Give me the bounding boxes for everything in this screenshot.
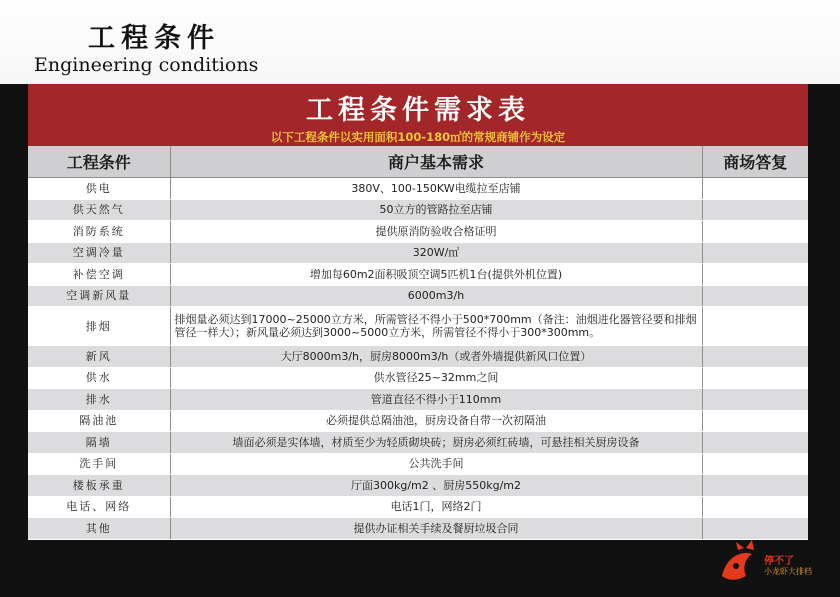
table-row bbox=[28, 221, 808, 243]
table-row bbox=[28, 475, 808, 497]
row-reply-cell bbox=[702, 285, 808, 307]
row-requirement-cell: 供水管径25~32mm之间 bbox=[170, 367, 702, 389]
row-reply-cell bbox=[702, 264, 808, 286]
table-row bbox=[28, 453, 808, 475]
table-row bbox=[28, 410, 808, 432]
row-item-cell: 空调冷量 bbox=[28, 242, 170, 264]
row-requirement-cell: 380V、100-150KW电缆拉至店铺 bbox=[170, 178, 702, 200]
table-row bbox=[28, 178, 808, 200]
row-reply-cell bbox=[702, 242, 808, 264]
page-header bbox=[0, 0, 840, 84]
row-reply-cell bbox=[702, 432, 808, 454]
row-reply-cell bbox=[702, 367, 808, 389]
row-requirement-cell: 公共洗手间 bbox=[170, 453, 702, 475]
brand-logo-subtext: 小龙虾大排档 bbox=[764, 567, 812, 576]
table-row bbox=[28, 346, 808, 368]
row-item-cell: 楼板承重 bbox=[28, 475, 170, 497]
row-item-cell: 消防系统 bbox=[28, 221, 170, 243]
row-requirement-cell: 墙面必须是实体墙，材质至少为轻质砌块砖；厨房必须红砖墙，可悬挂相关厨房设备 bbox=[170, 432, 702, 454]
row-item-cell: 排烟 bbox=[28, 307, 170, 346]
table-subtitle: 以下工程条件以实用面积100-180㎡的常规商铺作为设定 bbox=[270, 130, 566, 144]
row-reply-cell bbox=[702, 475, 808, 497]
page-subtitle-english: Engineering conditions bbox=[34, 54, 259, 76]
row-item-cell: 新风 bbox=[28, 346, 170, 368]
row-reply-cell bbox=[702, 199, 808, 221]
row-requirement-cell: 必须提供总隔油池，厨房设备自带一次初隔油 bbox=[170, 410, 702, 432]
row-requirement-cell: 50立方的管路拉至店铺 bbox=[170, 199, 702, 221]
row-requirement-cell: 6000m3/h bbox=[170, 285, 702, 307]
row-item-cell: 隔油池 bbox=[28, 410, 170, 432]
requirements-table bbox=[28, 146, 808, 540]
table-header-row bbox=[28, 146, 808, 178]
row-requirement-cell: 厅面300kg/m2 、厨房550kg/m2 bbox=[170, 475, 702, 497]
row-item-cell: 空调新风量 bbox=[28, 285, 170, 307]
row-item-cell: 电话、网络 bbox=[28, 496, 170, 518]
table-row bbox=[28, 432, 808, 454]
row-item-cell: 洗手间 bbox=[28, 453, 170, 475]
table-row bbox=[28, 389, 808, 411]
row-reply-cell bbox=[702, 389, 808, 411]
row-requirement-cell: 管道直径不得小于110mm bbox=[170, 389, 702, 411]
row-reply-cell bbox=[702, 410, 808, 432]
row-reply-cell bbox=[702, 453, 808, 475]
page-title: 工程条件 bbox=[88, 23, 220, 54]
row-requirement-cell: 增加每60m2面积吸顶空调5匹机1台(提供外机位置) bbox=[170, 264, 702, 286]
row-reply-cell bbox=[702, 178, 808, 200]
row-reply-cell bbox=[702, 221, 808, 243]
row-item-cell: 供天然气 bbox=[28, 199, 170, 221]
requirements-panel bbox=[28, 84, 808, 534]
row-reply-cell bbox=[702, 496, 808, 518]
column-header-requirement: 商户基本需求 bbox=[170, 146, 702, 178]
table-row bbox=[28, 307, 808, 346]
row-item-cell: 其他 bbox=[28, 518, 170, 540]
row-requirement-cell: 大厅8000m3/h，厨房8000m3/h（或者外墙提供新风口位置） bbox=[170, 346, 702, 368]
table-banner bbox=[28, 84, 808, 146]
table-row bbox=[28, 242, 808, 264]
row-reply-cell bbox=[702, 346, 808, 368]
column-header-item: 工程条件 bbox=[28, 146, 170, 178]
row-requirement-cell: 320W/㎡ bbox=[170, 242, 702, 264]
row-item-cell: 供电 bbox=[28, 178, 170, 200]
table-row bbox=[28, 518, 808, 540]
row-item-cell: 隔墙 bbox=[28, 432, 170, 454]
row-item-cell: 补偿空调 bbox=[28, 264, 170, 286]
table-row bbox=[28, 285, 808, 307]
row-requirement-cell: 排烟量必须达到17000~25000立方米，所需管径不得小于500*700mm（备注：油烟进化器管径要和排烟管径一样大）；新风量必须达到3000~5000立方米，所需管径不得小于300*300mm。 bbox=[170, 307, 702, 346]
table-row bbox=[28, 264, 808, 286]
brand-logo-text: 停不了 bbox=[764, 556, 794, 567]
table-row bbox=[28, 367, 808, 389]
table-row bbox=[28, 496, 808, 518]
row-requirement-cell: 提供办证相关手续及餐厨垃圾合同 bbox=[170, 518, 702, 540]
row-requirement-cell: 电话1门，网络2门 bbox=[170, 496, 702, 518]
table-row bbox=[28, 199, 808, 221]
row-reply-cell bbox=[702, 307, 808, 346]
row-requirement-cell: 提供原消防验收合格证明 bbox=[170, 221, 702, 243]
table-title: 工程条件需求表 bbox=[306, 95, 530, 126]
row-item-cell: 排水 bbox=[28, 389, 170, 411]
column-header-reply: 商场答复 bbox=[702, 146, 808, 178]
row-item-cell: 供水 bbox=[28, 367, 170, 389]
